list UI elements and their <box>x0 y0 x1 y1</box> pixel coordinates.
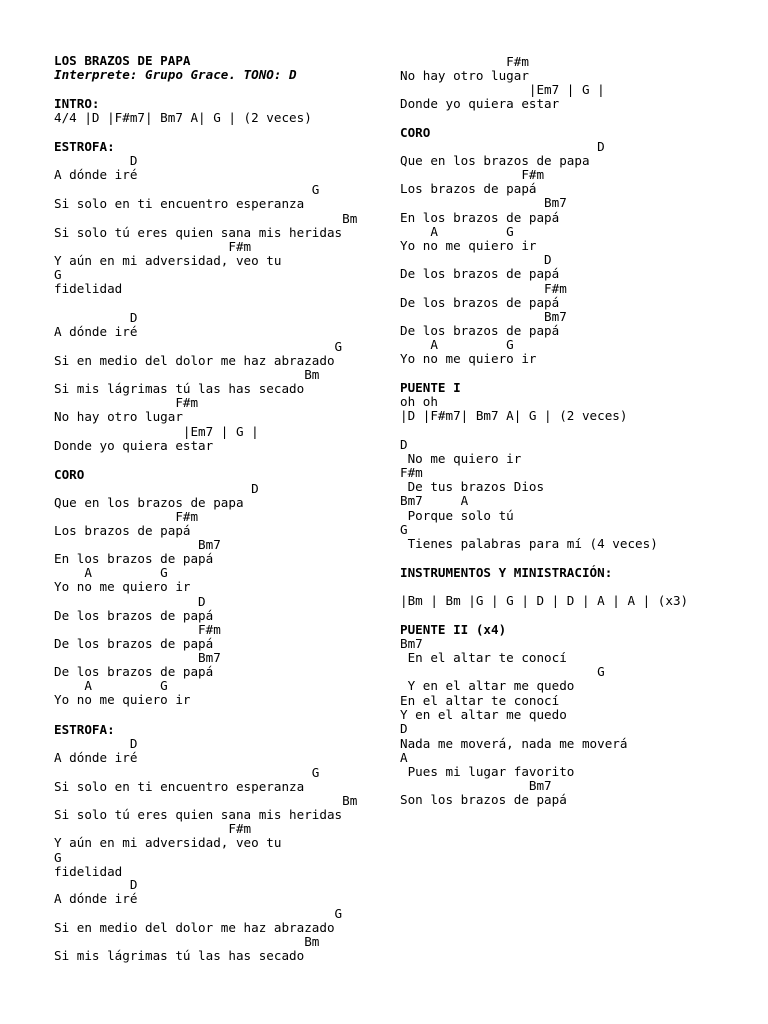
song-line: No me quiero ir <box>400 451 522 466</box>
song-line: Bm <box>54 934 320 949</box>
song-line: A dónde iré <box>54 750 138 765</box>
song-line: No hay otro lugar <box>54 409 183 424</box>
song-line: G <box>400 664 605 679</box>
song-line: Porque solo tú <box>400 508 514 523</box>
song-line: Si en medio del dolor me haz abrazado <box>54 353 335 368</box>
song-line: Yo no me quiero ir <box>400 351 537 366</box>
song-line: A G <box>54 565 168 580</box>
song-line: F#m <box>54 509 199 524</box>
song-line: F#m <box>54 821 252 836</box>
song-line: A G <box>400 224 514 239</box>
song-line: D <box>400 139 605 154</box>
song-line: Si mis lágrimas tú las has secado <box>54 948 305 963</box>
song-line: |Em7 | G | <box>54 424 259 439</box>
song-line: De los brazos de papá <box>54 608 214 623</box>
song-line: F#m <box>54 622 221 637</box>
song-line: No hay otro lugar <box>400 68 529 83</box>
song-line: Y en el altar me quedo <box>400 678 575 693</box>
song-line: F#m <box>400 167 545 182</box>
song-line: 4/4 |D |F#m7| Bm7 A| G | (2 veces) <box>54 110 312 125</box>
song-line: G <box>54 267 62 282</box>
song-line: Bm7 <box>400 636 423 651</box>
song-line: Bm7 <box>400 778 552 793</box>
section-heading: PUENTE I <box>400 380 461 395</box>
song-line: G <box>54 906 343 921</box>
song-line: Bm <box>54 793 358 808</box>
song-line: Tienes palabras para mí (4 veces) <box>400 536 658 551</box>
song-line: Si en medio del dolor me haz abrazado <box>54 920 335 935</box>
section-heading: ESTROFA: <box>54 722 115 737</box>
song-line: Y aún en mi adversidad, veo tu <box>54 835 282 850</box>
song-line: D <box>400 252 552 267</box>
song-line: Bm <box>54 367 320 382</box>
song-line: Y aún en mi adversidad, veo tu <box>54 253 282 268</box>
song-line: Bm7 <box>54 537 221 552</box>
song-line: A dónde iré <box>54 324 138 339</box>
song-line: F#m <box>54 239 252 254</box>
song-line: D <box>54 594 206 609</box>
song-line: Si mis lágrimas tú las has secado <box>54 381 305 396</box>
song-line: D <box>400 721 408 736</box>
song-line: En los brazos de papá <box>400 210 560 225</box>
song-line: De los brazos de papá <box>54 636 214 651</box>
section-heading: CORO <box>54 467 85 482</box>
song-line: Donde yo quiera estar <box>400 96 560 111</box>
song-line: F#m <box>400 54 529 69</box>
song-line: Que en los brazos de papa <box>54 495 244 510</box>
song-line: G <box>54 182 320 197</box>
song-line: G <box>54 850 62 865</box>
song-line: A dónde iré <box>54 891 138 906</box>
song-line: D <box>54 877 138 892</box>
song-line: oh oh <box>400 394 438 409</box>
song-line: D <box>54 481 259 496</box>
song-line: De los brazos de papá <box>400 323 560 338</box>
song-line: Yo no me quiero ir <box>54 692 191 707</box>
song-line: D <box>400 437 408 452</box>
song-line: D <box>54 736 138 751</box>
song-line: De tus brazos Dios <box>400 479 545 494</box>
song-line: Si solo en ti encuentro esperanza <box>54 196 305 211</box>
song-line: fidelidad <box>54 281 123 296</box>
song-line: Yo no me quiero ir <box>54 579 191 594</box>
song-line: Pues mi lugar favorito <box>400 764 575 779</box>
song-line: F#m <box>400 465 423 480</box>
song-line: Donde yo quiera estar <box>54 438 214 453</box>
song-title: LOS BRAZOS DE PAPA <box>54 53 191 68</box>
song-line: Yo no me quiero ir <box>400 238 537 253</box>
song-line: F#m <box>54 395 199 410</box>
song-line: |Bm | Bm |G | G | D | D | A | A | (x3) <box>400 593 689 608</box>
song-line: G <box>400 522 408 537</box>
section-heading: CORO <box>400 125 431 140</box>
song-subtitle: Interprete: Grupo Grace. TONO: D <box>54 67 297 82</box>
song-line: Bm <box>54 211 358 226</box>
song-line: Los brazos de papá <box>400 181 537 196</box>
song-line: D <box>54 153 138 168</box>
song-line: Bm7 <box>400 195 567 210</box>
song-line: De los brazos de papá <box>54 664 214 679</box>
song-line: G <box>54 765 320 780</box>
song-line: Si solo tú eres quien sana mis heridas <box>54 807 343 822</box>
song-line: Son los brazos de papá <box>400 792 567 807</box>
song-line: A G <box>54 678 168 693</box>
song-line: |D |F#m7| Bm7 A| G | (2 veces) <box>400 408 628 423</box>
song-line: Bm7 A <box>400 493 469 508</box>
song-line: En el altar te conocí <box>400 650 567 665</box>
song-line: fidelidad <box>54 864 123 879</box>
song-line: Si solo tú eres quien sana mis heridas <box>54 225 343 240</box>
song-line: Que en los brazos de papa <box>400 153 590 168</box>
song-line: G <box>54 339 343 354</box>
section-heading: INSTRUMENTOS Y MINISTRACIÓN: <box>400 565 613 580</box>
song-line: De los brazos de papá <box>400 266 560 281</box>
song-line: Bm7 <box>54 650 221 665</box>
song-line: |Em7 | G | <box>400 82 605 97</box>
song-line: Los brazos de papá <box>54 523 191 538</box>
song-line: Bm7 <box>400 309 567 324</box>
section-heading: ESTROFA: <box>54 139 115 154</box>
song-line: A <box>400 750 408 765</box>
section-heading: INTRO: <box>54 96 100 111</box>
song-line: En el altar te conocí <box>400 693 560 708</box>
song-line: Nada me moverá, nada me moverá <box>400 736 628 751</box>
song-line: Y en el altar me quedo <box>400 707 567 722</box>
song-line: A dónde iré <box>54 167 138 182</box>
song-line: F#m <box>400 281 567 296</box>
song-line: De los brazos de papá <box>400 295 560 310</box>
section-heading: PUENTE II (x4) <box>400 622 507 637</box>
song-line: A G <box>400 337 514 352</box>
song-line: En los brazos de papá <box>54 551 214 566</box>
song-line: Si solo en ti encuentro esperanza <box>54 779 305 794</box>
song-line: D <box>54 310 138 325</box>
